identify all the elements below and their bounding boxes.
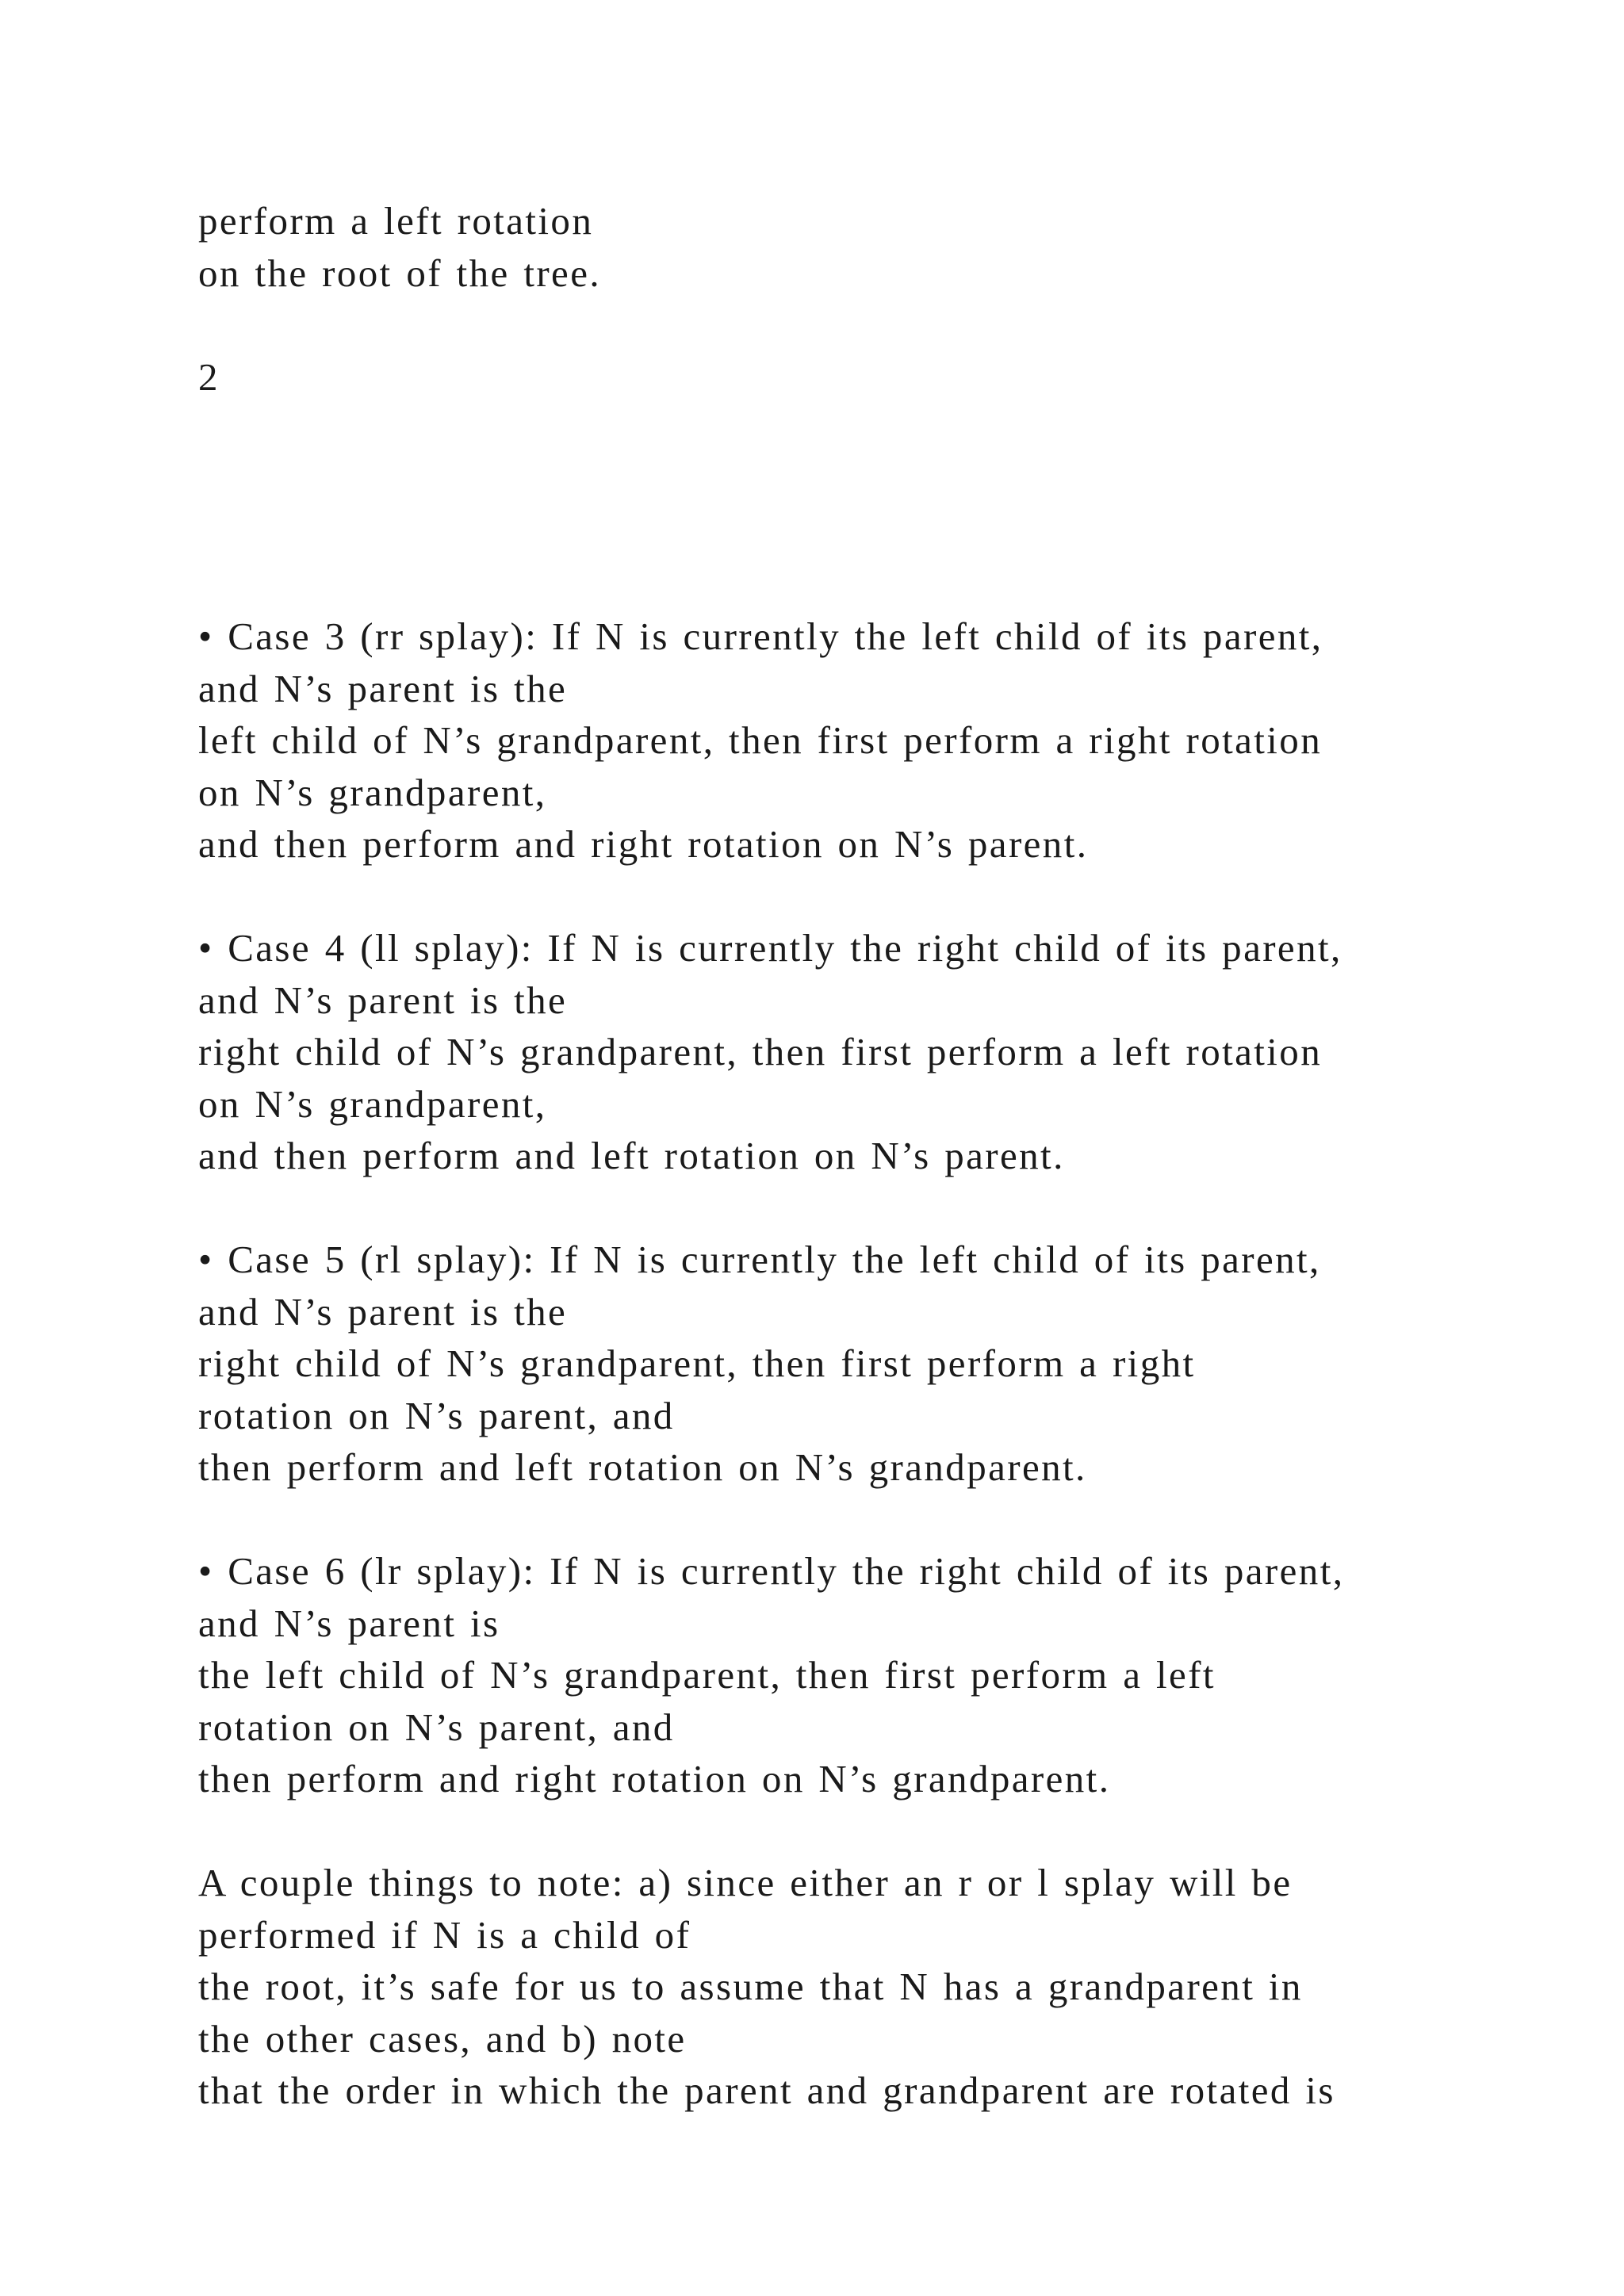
case-line: and N’s parent is the (198, 1289, 568, 1334)
spacer (198, 403, 1594, 455)
case-line: right child of N’s grandparent, then first perform a right (198, 1341, 1196, 1385)
case-line: the left child of N’s grandparent, then first perform a left (198, 1653, 1216, 1697)
case-5-paragraph (198, 1234, 1594, 1494)
note-paragraph (198, 1857, 1594, 2117)
case-line: and N’s parent is the (198, 666, 568, 710)
case-line: then perform and left rotation on N’s grandparent. (198, 1445, 1087, 1489)
case-line: • Case 5 (rl splay): If N is currently the left child of its parent, (198, 1238, 1321, 1281)
case-line: • Case 6 (lr splay): If N is currently the right child of its parent, (198, 1549, 1345, 1593)
document-body (198, 195, 1594, 2117)
spacer (198, 559, 1594, 611)
spacer (198, 455, 1594, 507)
intro-line: on the root of the tree. (198, 251, 602, 295)
page-number: 2 (198, 354, 220, 399)
note-line: that the order in which the parent and grandparent are rotated is (198, 2068, 1335, 2112)
case-line: right child of N’s grandparent, then first perform a left rotation (198, 1030, 1323, 1073)
case-line: rotation on N’s parent, and (198, 1705, 675, 1749)
spacer (198, 1182, 1594, 1234)
case-line: on N’s grandparent, (198, 770, 547, 814)
case-line: and then perform and right rotation on N’s parent. (198, 822, 1089, 866)
case-3-paragraph (198, 610, 1594, 871)
case-4-paragraph (198, 922, 1594, 1182)
case-line: and N’s parent is the (198, 978, 568, 1022)
intro-paragraph (198, 195, 1594, 299)
spacer (198, 1494, 1594, 1546)
note-line: performed if N is a child of (198, 1912, 691, 1957)
case-line: then perform and right rotation on N’s grandparent. (198, 1757, 1111, 1800)
spacer (198, 1805, 1594, 1858)
intro-line: perform a left rotation (198, 199, 594, 243)
case-line: and then perform and left rotation on N’s parent. (198, 1134, 1065, 1177)
case-line: rotation on N’s parent, and (198, 1393, 675, 1437)
note-line: the other cases, and b) note (198, 2016, 687, 2061)
case-line: left child of N’s grandparent, then first perform a right rotation (198, 718, 1323, 762)
case-line: • Case 3 (rr splay): If N is currently the left child of its parent, (198, 614, 1323, 658)
note-line: the root, it’s safe for us to assume that N has a grandparent in (198, 1965, 1303, 2008)
spacer (198, 871, 1594, 923)
spacer (198, 507, 1594, 559)
spacer (198, 299, 1594, 351)
case-line: • Case 4 (ll splay): If N is currently the right child of its parent, (198, 926, 1342, 970)
case-line: on N’s grandparent, (198, 1081, 547, 1126)
case-6-paragraph (198, 1545, 1594, 1805)
case-line: and N’s parent is (198, 1601, 500, 1645)
note-line: A couple things to note: a) since either an r or l splay will be (198, 1861, 1293, 1904)
